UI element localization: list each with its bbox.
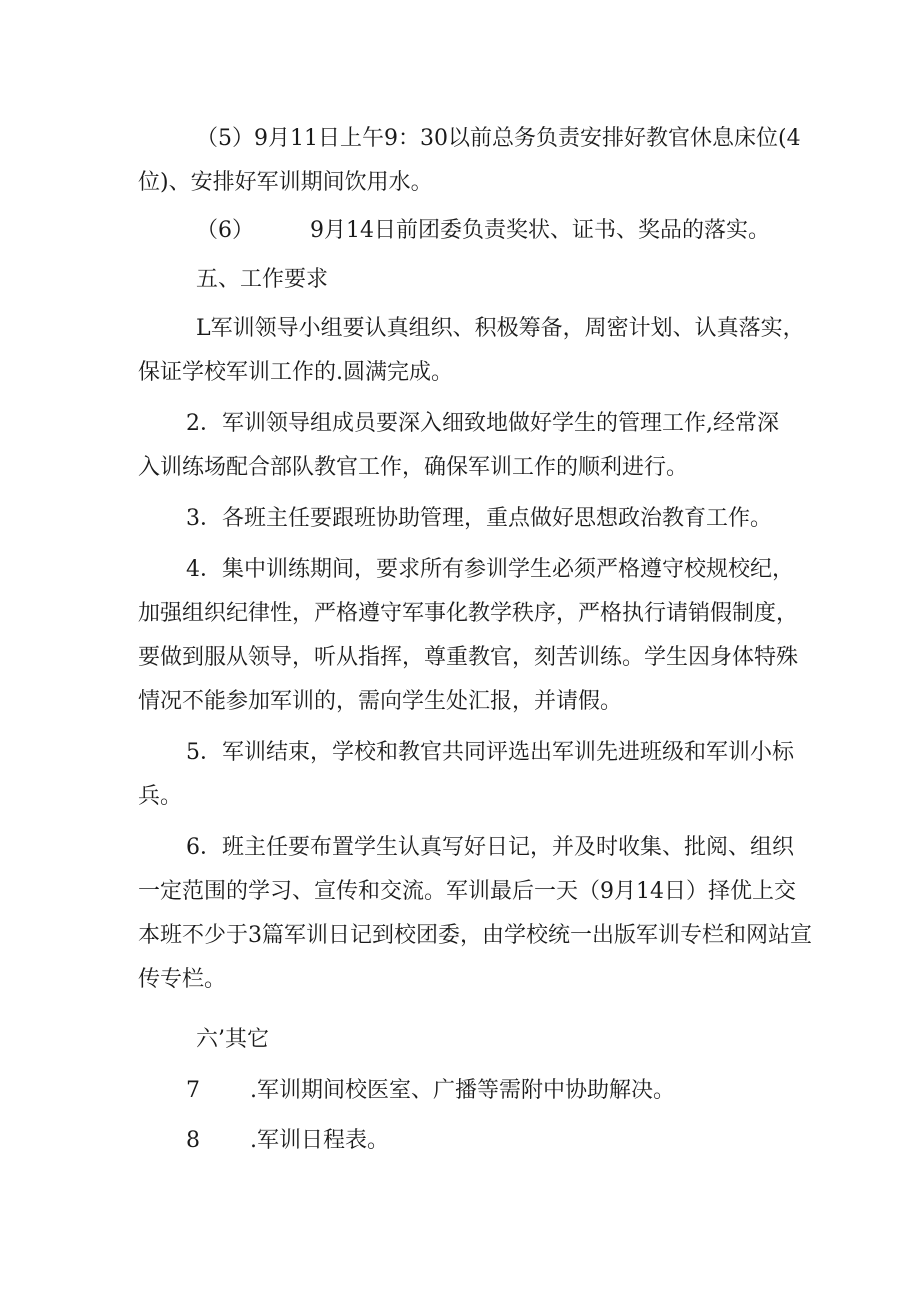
paragraph-line: 本班不少于3篇军训日记到校团委，由学校统一出版军训专栏和网站宣 [138, 923, 812, 948]
paragraph-line: 4．集中训练期间，要求所有参训学生必须严格遵守校规校纪， [186, 557, 794, 582]
section-heading: 五、工作要求 [196, 267, 329, 292]
paragraph-line: 传专栏。 [138, 967, 227, 992]
section-heading: 六’其它 [196, 1027, 269, 1052]
list-marker: 7 [186, 1078, 200, 1103]
paragraph-line: .军训期间校医室、广播等需附中协助解决。 [250, 1078, 675, 1103]
paragraph-line: 兵。 [138, 784, 183, 809]
paragraph-line: 保证学校军训工作的.圆满完成。 [138, 360, 453, 385]
paragraph-line: 情况不能参加军训的，需向学生处汇报，并请假。 [138, 689, 623, 714]
list-marker: （6） [196, 218, 254, 243]
paragraph-line: （5）9月11日上午9：30以前总务负责安排好教官休息床位(4 [196, 126, 801, 151]
paragraph-line: 6．班主任要布置学生认真写好日记，并及时收集、批阅、组织 [186, 835, 794, 860]
paragraph-line: 位)、安排好军训期间饮用水。 [138, 170, 433, 195]
paragraph-line: 2．军训领导组成员要深入细致地做好学生的管理工作,经常深 [186, 411, 779, 436]
paragraph-line: .军训日程表。 [250, 1128, 389, 1153]
paragraph-line: 加强组织纪律性，严格遵守军事化教学秩序，严格执行请销假制度， [138, 601, 799, 626]
paragraph-line: 一定范围的学习、宣传和交流。军训最后一天（9月14日）择优上交 [138, 879, 796, 904]
paragraph-line: 要做到服从领导，听从指挥，尊重教官，刻苦训练。学生因身体特殊 [138, 645, 799, 670]
paragraph-line: 9月14日前团委负责奖状、证书、奖品的落实。 [310, 218, 770, 243]
paragraph-line: 5．军训结束，学校和教官共同评选出军训先进班级和军训小标 [186, 740, 794, 765]
paragraph-line: L军训领导小组要认真组织、积极筹备，周密计划、认真落实， [196, 316, 805, 341]
paragraph-line: 3．各班主任要跟班协助管理，重点做好思想政治教育工作。 [186, 506, 772, 531]
paragraph-line: 入训练场配合部队教官工作，确保军训工作的顺利进行。 [138, 455, 689, 480]
list-marker: 8 [186, 1128, 200, 1153]
